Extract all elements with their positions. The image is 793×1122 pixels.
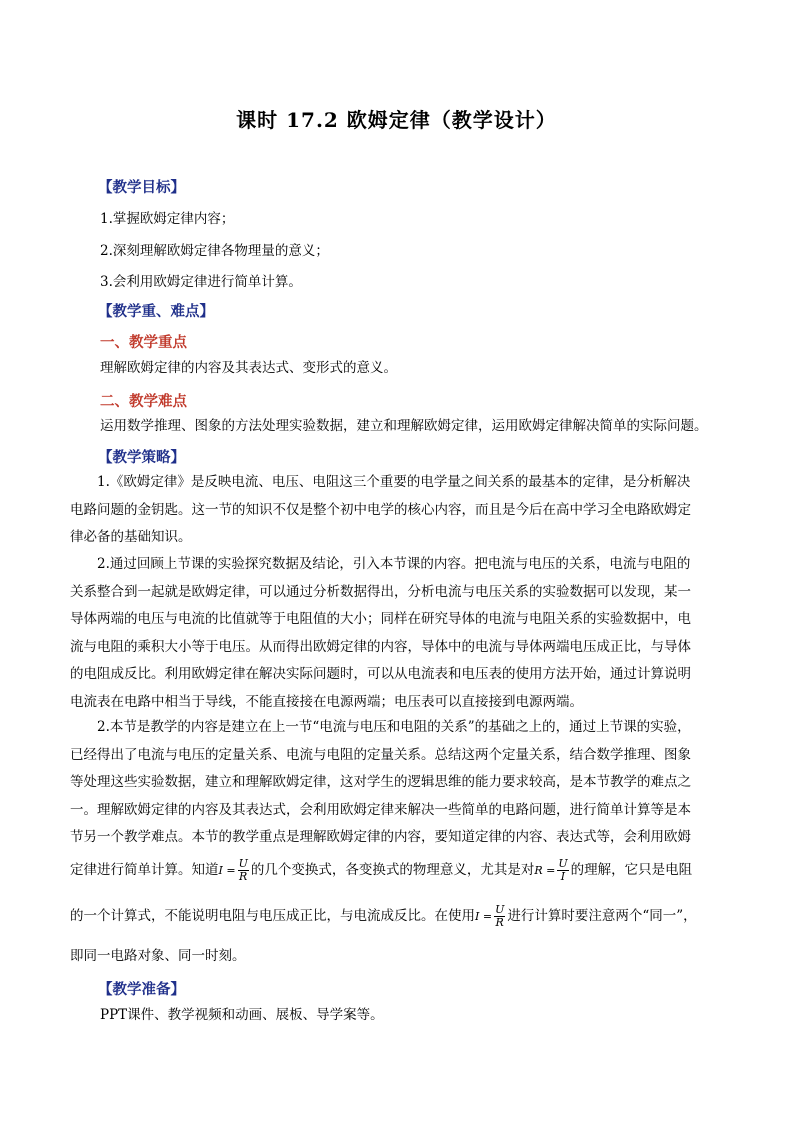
text-segment: 的一个计算式，不能说明电阻与电压成正比，与电流成反比。在使用 [70,908,475,924]
text-segment: 的几个变换式，各变换式的物理意义，尤其是对 [250,862,535,878]
focus-heading: 一、教学重点 [100,334,187,351]
text-line: 流与电阻的乘积大小等于电压。从而得出欧姆定律的内容，导体中的电流与导体两端电压成正比，与导体 [70,638,691,655]
text-line: 1.《欧姆定律》是反映电流、电压、电阻这三个重要的电学量之间关系的最基本的定律，是分析解决 [70,474,691,490]
fraction-numerator: U [558,857,568,870]
text-line: 节另一个教学难点。本节的教学重点是理解欧姆定律的内容，要知道定律的内容、表达式等，会利用欧姆 [70,829,691,845]
strategy-paragraph-1 [70,469,730,552]
text-line: 2.通过回顾上节课的实验探究数据及结论，引入本节课的内容。把电流与电压的关系，电流与电阻的 [70,556,691,572]
goal-item: 2.深刻理解欧姆定律各物理量的意义； [100,243,329,259]
text-segment: 进行计算时要注意两个“同一”， [507,908,697,924]
goals-heading: 【教学目标】 [98,179,185,196]
text-line: 等处理这些实验数据，建立和理解欧姆定律，这对学生的逻辑思维的能力要求较高，是本节教学的难点之 [70,774,691,790]
text-line: 2.本节是教学的内容是建立在上一节“电流与电压和电阻的关系”的基础之上的，通过上节课的实验， [70,719,691,735]
strategy-heading: 【教学策略】 [98,449,185,466]
text-segment: 的理解，它只是电阻 [570,862,693,878]
fraction-numerator: U [495,903,505,916]
text-line: 导体两端的电压与电流的比值就等于电阻值的大小；同样在研究导体的电流与电阻关系的实验数据中，电 [70,611,691,627]
fraction-numerator: U [238,857,248,870]
formula-lhs: I = [475,910,493,923]
fraction-denominator: R [239,870,248,883]
key-points-heading: 【教学重、难点】 [98,303,214,320]
text-line: 一。理解欧姆定律的内容及其表达式，会利用欧姆定律来解决一些简单的电路问题，进行简单计算等是本 [70,801,691,818]
text-line: 关系整合到一起就是欧姆定律，可以通过分析数据得出，分析电流与电压关系的实验数据可以发现，某一 [70,583,691,600]
fraction-denominator: R [495,916,504,929]
formula-lhs: I = [218,864,236,877]
difficulty-text: 运用数学推理、图象的方法处理实验数据，建立和理解欧姆定律，运用欧姆定律解决简单的实际问题。 [100,418,708,434]
formula-lhs: R = [534,864,556,877]
formula-line [70,904,697,929]
text-line: 电流表在电路中相当于导线，不能直接接在电源两端；电压表可以直接接到电源两端。 [70,693,583,710]
page-title: 课时 17.2 欧姆定律（教学设计） [236,108,557,132]
strategy-paragraph-3 [70,714,730,852]
text-line: 已经得出了电流与电压的定量关系、电流与电阻的定量关系。总结这两个定量关系，结合数学推理、图象 [70,746,691,763]
text-line: 律必备的基础知识。 [70,529,192,545]
preparation-heading: 【教学准备】 [98,981,185,998]
goal-item: 3.会利用欧姆定律进行简单计算。 [100,274,302,290]
goal-item: 1.掌握欧姆定律内容； [100,211,235,227]
text-line: 电路问题的金钥匙。这一节的知识不仅是整个初中电学的核心内容，而且是今后在高中学习全电路欧姆定 [70,501,691,518]
text-segment: 定律进行简单计算。知道 [70,862,219,878]
formula-fraction [238,858,249,883]
difficulty-heading: 二、教学难点 [100,393,187,410]
formula-fraction [557,858,568,883]
focus-text: 理解欧姆定律的内容及其表达式、变形式的意义。 [100,360,397,376]
fraction-denominator: I [560,870,566,883]
formula-line [70,858,692,883]
text-line: 的电阻成反比。利用欧姆定律在解决实际问题时，可以从电流表和电压表的使用方法开始，通过计算说明 [70,666,691,682]
preparation-text: PPT课件、教学视频和动画、展板、导学案等。 [100,1007,384,1023]
formula-fraction [494,904,505,929]
text-line: 即同一电路对象、同一时刻。 [70,948,246,964]
strategy-paragraph-2 [70,551,730,716]
